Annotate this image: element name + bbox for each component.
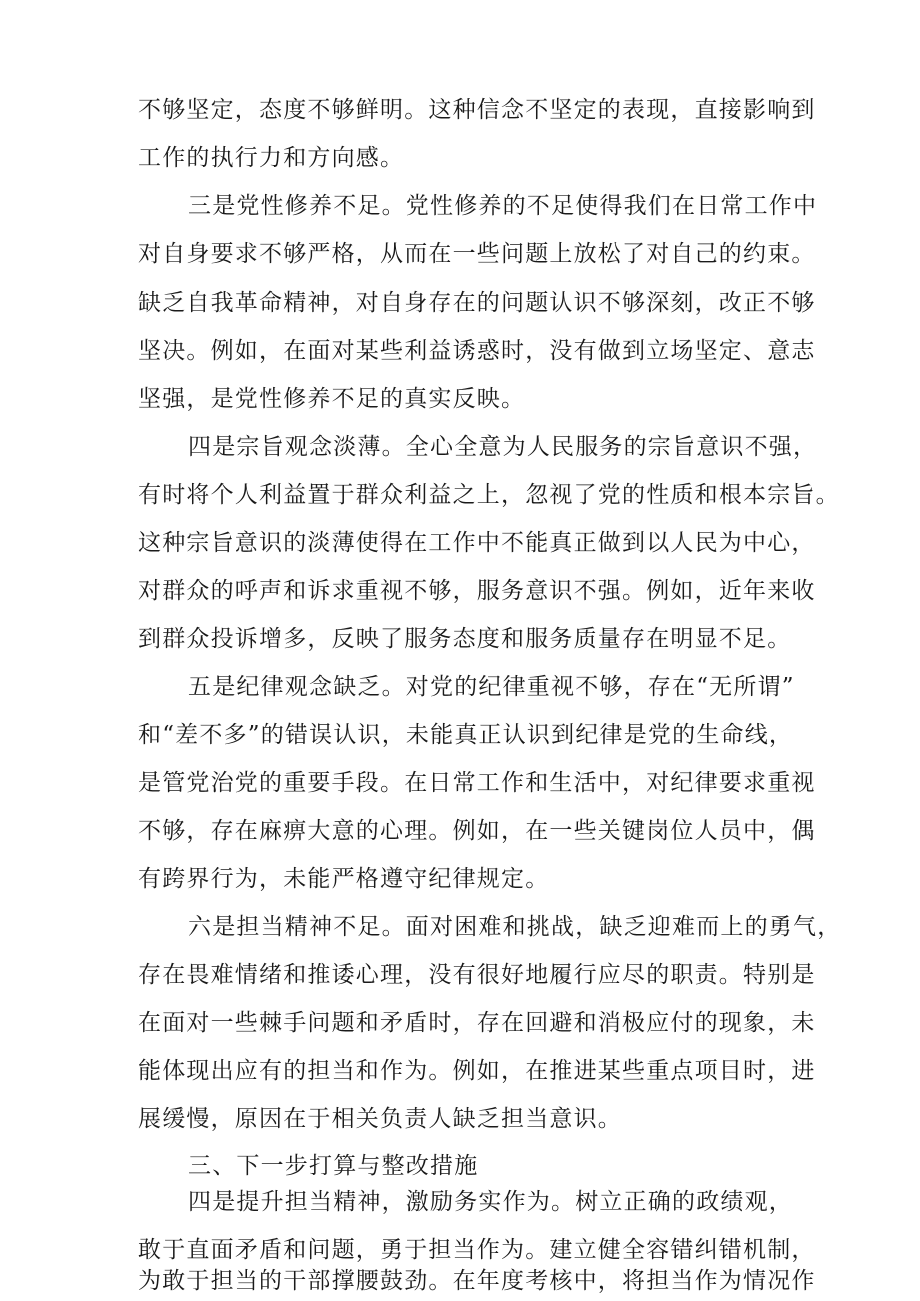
text-line: 存在畏难情绪和推诿心理，没有很好地履行应尽的职责。特别是 [138, 962, 816, 988]
text-line: 坚决。例如，在面对某些利益诱惑时，没有做到立场坚定、意志 [138, 338, 816, 364]
text-line: 不够坚定，态度不够鲜明。这种信念不坚定的表现，直接影响到 [138, 97, 816, 123]
text-line: 有跨界行为，未能严格遵守纪律规定。 [138, 866, 550, 892]
text-line: 在面对一些棘手问题和矛盾时，存在回避和消极应付的现象，未 [138, 1010, 816, 1036]
paragraph-start-line: 四是提升担当精神，激励务实作为。树立正确的政绩观， [188, 1189, 793, 1215]
section-heading: 三、下一步打算与整改措施 [188, 1153, 479, 1179]
text-line: 对自身要求不够严格，从而在一些问题上放松了对自己的约束。 [138, 241, 816, 267]
paragraph-start-line: 三是党性修养不足。党性修养的不足使得我们在日常工作中 [188, 193, 818, 219]
text-line: 工作的执行力和方向感。 [138, 145, 405, 171]
paragraph-start-line: 四是宗旨观念淡薄。全心全意为人民服务的宗旨意识不强， [188, 434, 818, 460]
text-line: 到群众投诉增多，反映了服务态度和服务质量存在明显不足。 [138, 626, 792, 652]
text-line: 对群众的呼声和诉求重视不够，服务意识不强。例如，近年来收 [138, 578, 816, 604]
paragraph-start-line: 五是纪律观念缺乏。对党的纪律重视不够，存在“无所谓” [188, 674, 795, 700]
text-line: 敢于直面矛盾和问题，勇于担当作为。建立健全容错纠错机制， [138, 1237, 816, 1263]
text-line: 展缓慢，原因在于相关负责人缺乏担当意识。 [138, 1106, 622, 1132]
text-line: 是管党治党的重要手段。在日常工作和生活中，对纪律要求重视 [138, 770, 816, 796]
text-line: 能体现出应有的担当和作为。例如，在推进某些重点项目时，进 [138, 1058, 816, 1084]
text-line: 和“差不多”的错误认识，未能真正认识到纪律是党的生命线， [138, 722, 794, 748]
text-line: 缺乏自我革命精神，对自身存在的问题认识不够深刻，改正不够 [138, 290, 816, 316]
text-line: 这种宗旨意识的淡薄使得在工作中不能真正做到以人民为中心， [138, 530, 816, 556]
text-line: 不够，存在麻痹大意的心理。例如，在一些关键岗位人员中，偶 [138, 818, 816, 844]
text-line: 有时将个人利益置于群众利益之上，忽视了党的性质和根本宗旨。 [138, 482, 840, 508]
paragraph-start-line: 六是担当精神不足。面对困难和挑战，缺乏迎难而上的勇气， [188, 914, 842, 940]
text-line: 为敢于担当的干部撑腰鼓劲。在年度考核中，将担当作为情况作 [138, 1268, 816, 1294]
text-line: 坚强，是党性修养不足的真实反映。 [138, 386, 526, 412]
